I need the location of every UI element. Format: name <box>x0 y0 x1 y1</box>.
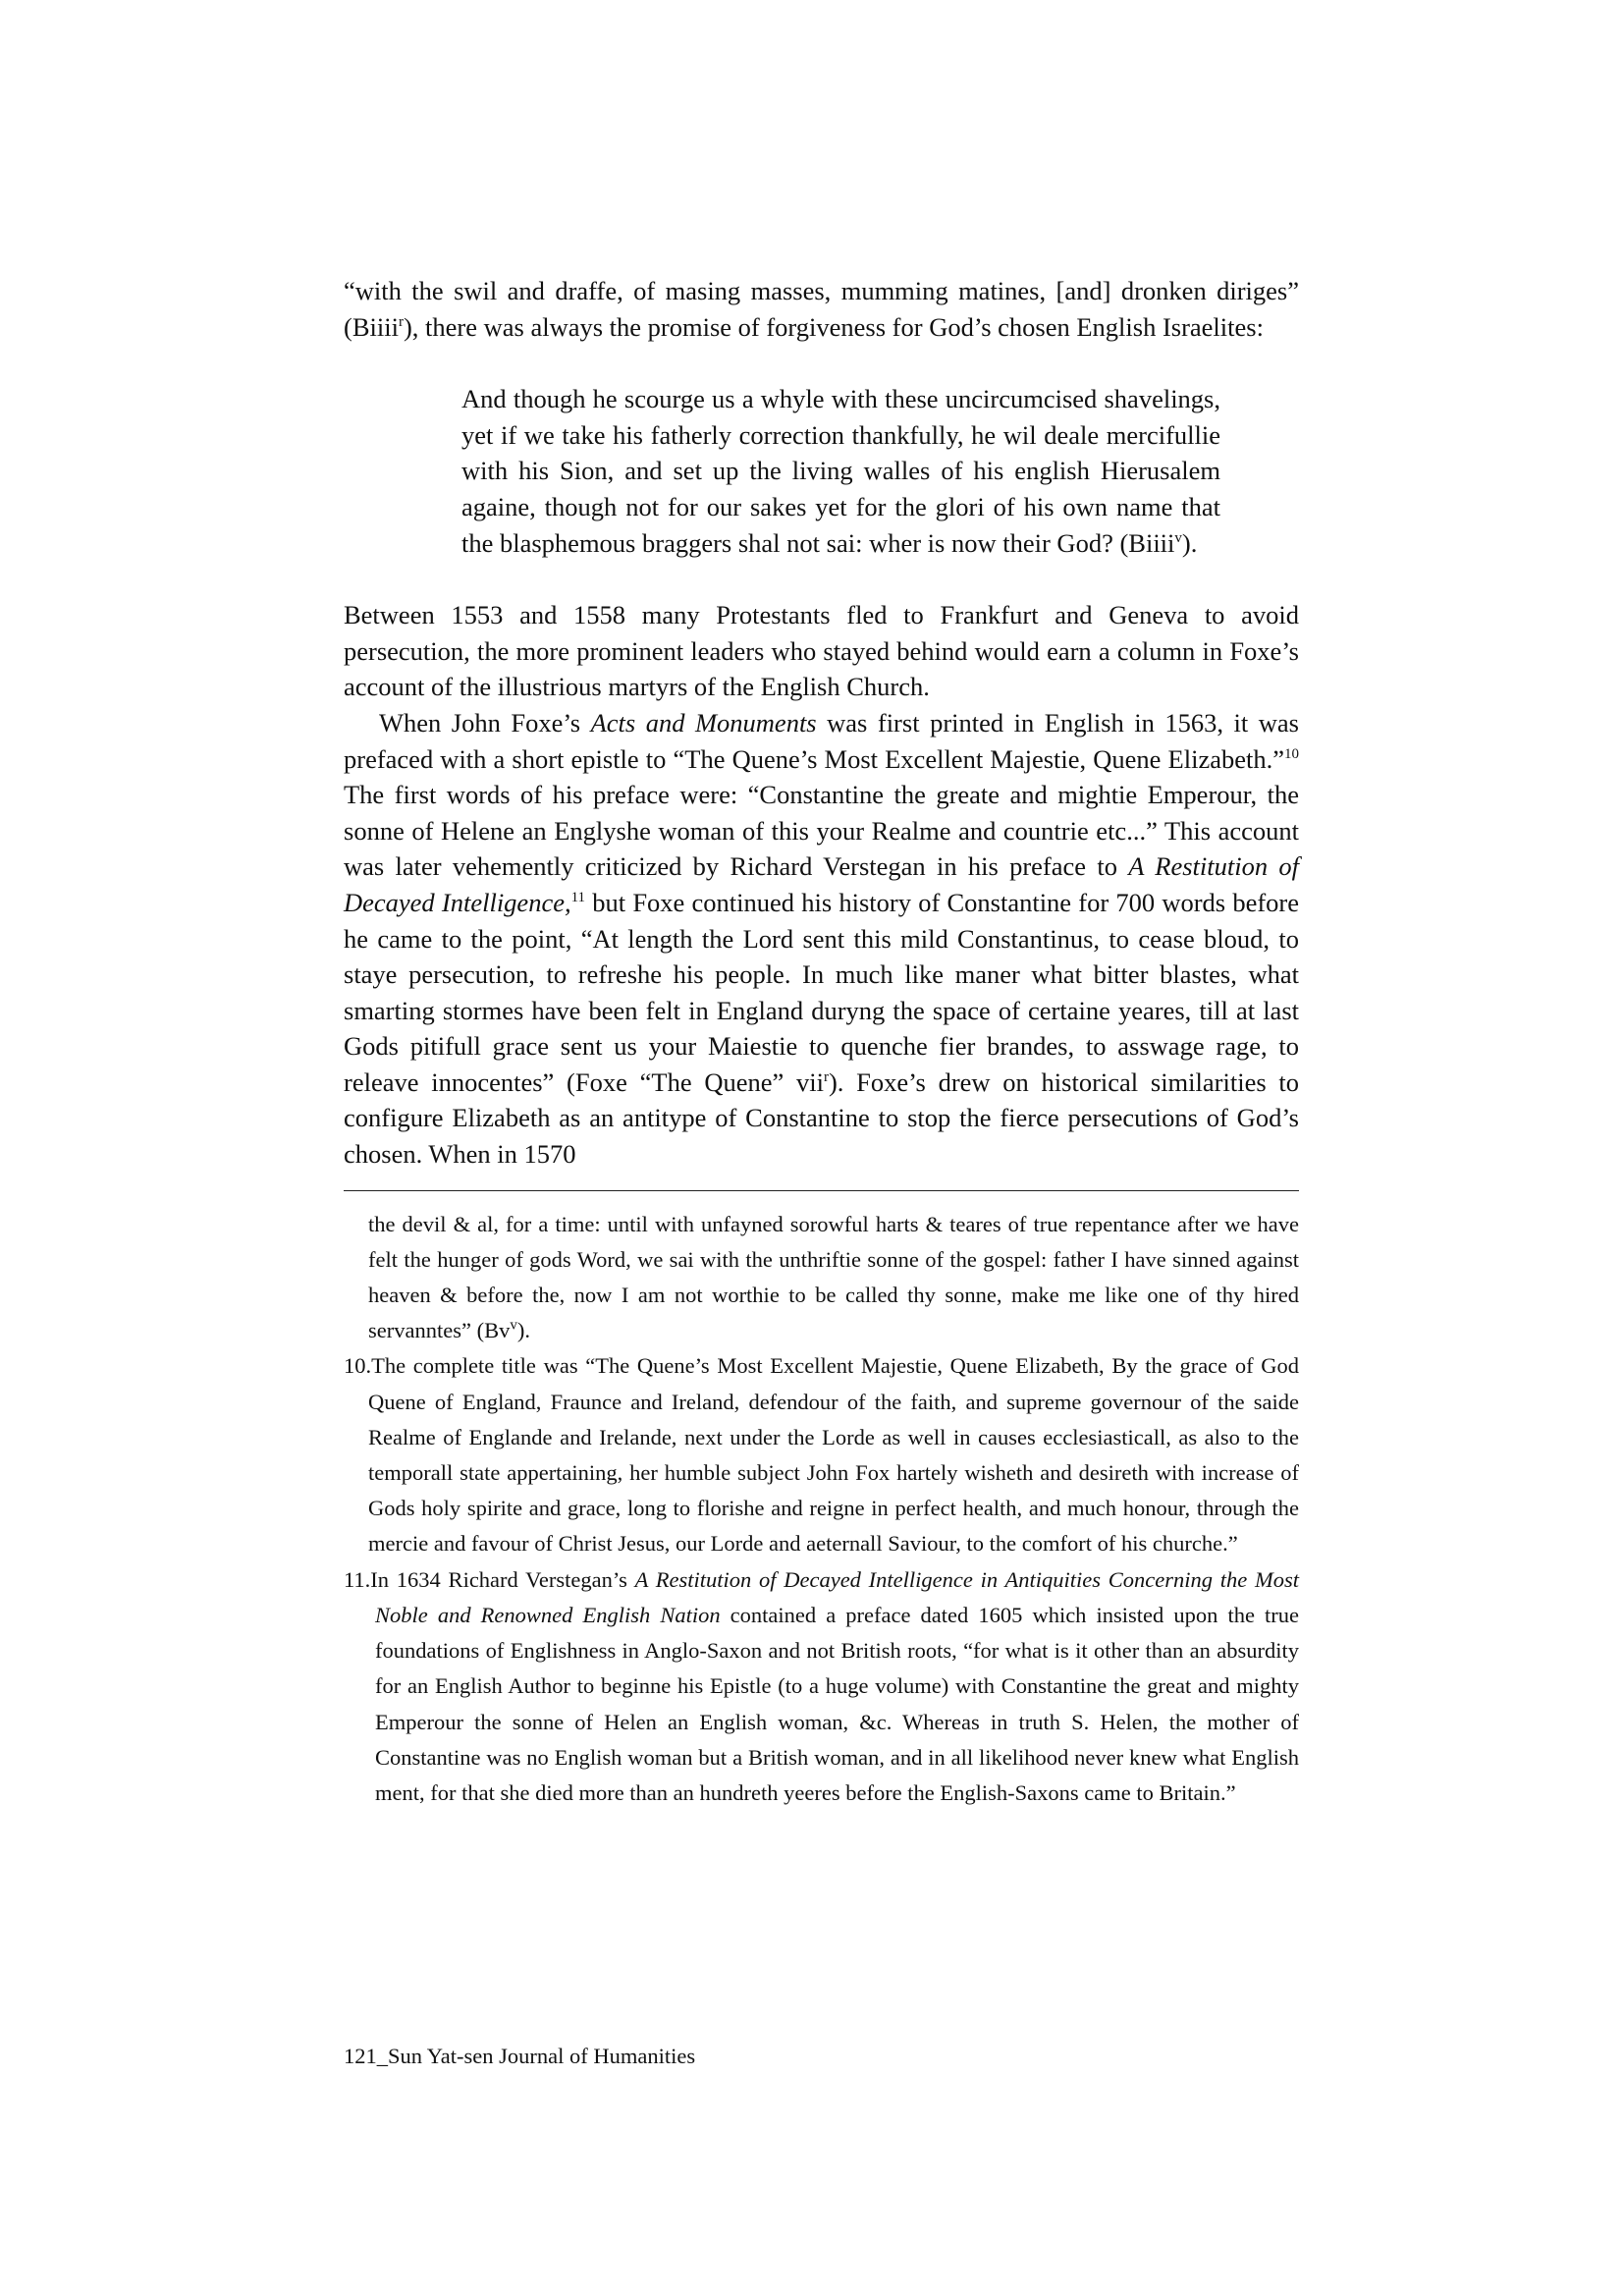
paragraph-foxe-text-c: The first words of his preface were: “Constantine the greate and mightie Emperour, the sonne of Helene an Englyshe woman of this your Realme and countrie etc...” This account was later vehemently criticized by Richard Verstegan in his preface to <box>344 780 1299 882</box>
folio-superscript: r <box>398 313 404 330</box>
page-footer: 121_Sun Yat-sen Journal of Humanities <box>344 2044 696 2068</box>
footnote-ref-11[interactable]: 11 <box>570 890 586 906</box>
folio-superscript: r <box>823 1069 829 1086</box>
block-quote-text-b: ). <box>1181 527 1198 558</box>
footnote-continuation-text-a: the devil & al, for a time: until with unfayned sorowful harts & teares of true repentance after we have felt the hunger of gods Word, we sai with the unthriftie sonne of the gospel: father I have sinned against heaven & before the, now I am not worthie to be called thy sonne, make me like one of thy hired servanntes” (Bv <box>368 1211 1299 1343</box>
footnotes <box>344 1207 1299 1811</box>
block-quote-text-a: And though he scourge us a whyle with these uncircumcised shavelings, yet if we take his fatherly correction thankfully, he wil deale mercifullie with his Sion, and set up the living walles of his english Hierusalem againe, though not for our sakes yet for the glori of his own name that the blasphemous braggers shal not sai: wher is now their God? (Biiii <box>461 384 1220 558</box>
paragraph-opening-text-a: “with the swil and draffe, of masing masses, mumming matines, [and] dronken diriges” (Biiii <box>344 276 1299 342</box>
title-acts-and-monuments: Acts and Monuments <box>590 707 817 738</box>
footnote-11-text-a: In 1634 Richard Verstegan’s <box>370 1566 635 1592</box>
paragraph-foxe <box>344 705 1299 1173</box>
footnote-11-text-b: contained a preface dated 1605 which insisted upon the true foundations of Englishness in Anglo-Saxon and not British roots, “for what is it other than an absurdity for an English Author to beginne his Epistle (to a huge volume) with Constantine the great and mighty Emperour the sonne of Helen an English woman, &c. Whereas in truth S. Helen, the mother of Constantine was no English woman but a British woman, and in all likelihood never knew what English ment, for that she died more than an hundreth yeeres before the English-Saxons came to Britain.” <box>375 1602 1299 1805</box>
footnote-continuation-text-b: ). <box>516 1318 530 1343</box>
footnote-11 <box>344 1562 1299 1811</box>
paragraph-foxe-text-a: When John Foxe’s <box>379 707 591 738</box>
paragraph-opening <box>344 273 1299 345</box>
folio-superscript: v <box>510 1317 517 1334</box>
page-body <box>344 273 1299 1811</box>
footnote-10 <box>344 1348 1299 1561</box>
title-restitution: A Restitution of Decayed Intelligence, <box>344 851 1299 917</box>
paragraph-foxe-text-e: ). Foxe’s drew on historical similarities to configure Elizabeth as an antitype of Constantine to stop the fierce persecutions of God’s chosen. When in 1570 <box>344 1066 1299 1170</box>
paragraph-protestants: Between 1553 and 1558 many Protestants fled to Frankfurt and Geneva to avoid persecution, the more prominent leaders who stayed behind would earn a column in Foxe’s account of the illustrious martyrs of the English Church. <box>344 600 1299 702</box>
footnote-11-title: A Restitution of Decayed Intelligence in Antiquities Concerning the Most Noble and Renowned English Nation <box>375 1566 1299 1627</box>
footnote-continuation <box>344 1207 1299 1349</box>
footnote-number: 10. <box>344 1353 372 1379</box>
footnote-number: 11. <box>344 1566 371 1592</box>
footnote-10-text: The complete title was “The Quene’s Most Excellent Majestie, Quene Elizabeth, By the grace of God Quene of England, Fraunce and Ireland, defendour of the faith, and supreme governour of the saide Realme of Englande and Irelande, next under the Lorde as well in causes ecclesiasticall, as also to the temporall state appertaining, her humble subject John Fox hartely wisheth and desireth with increase of Gods holy spirite and grace, long to florishe and reigne in perfect health, and much honour, through the mercie and favour of Christ Jesus, our Lorde and aeternall Saviour, to the comfort of his churche.” <box>368 1353 1299 1557</box>
block-quote <box>461 381 1220 561</box>
folio-superscript: v <box>1174 529 1182 546</box>
footnote-ref-10[interactable]: 10 <box>1284 745 1299 762</box>
paragraph-foxe-text-b: was first printed in English in 1563, it was prefaced with a short epistle to “The Quene’s Most Excellent Majestie, Quene Elizabeth.” <box>344 707 1299 774</box>
paragraph-opening-text-b: ), there was always the promise of forgiveness for God’s chosen English Israelites: <box>403 311 1264 342</box>
paragraph-foxe-text-d: but Foxe continued his history of Constantine for 700 words before he came to the point, “At length the Lord sent this mild Constantinus, to cease bloud, to staye persecution, to refreshe his people. In much like maner what bitter blastes, what smarting stormes have been felt in England duryng the space of certaine yeares, till at last Gods pitifull grace sent us your Maiestie to quenche fier brandes, to asswage rage, to releave innocentes” (Foxe “The Quene” vii <box>344 887 1299 1097</box>
footnote-divider <box>344 1190 1299 1191</box>
